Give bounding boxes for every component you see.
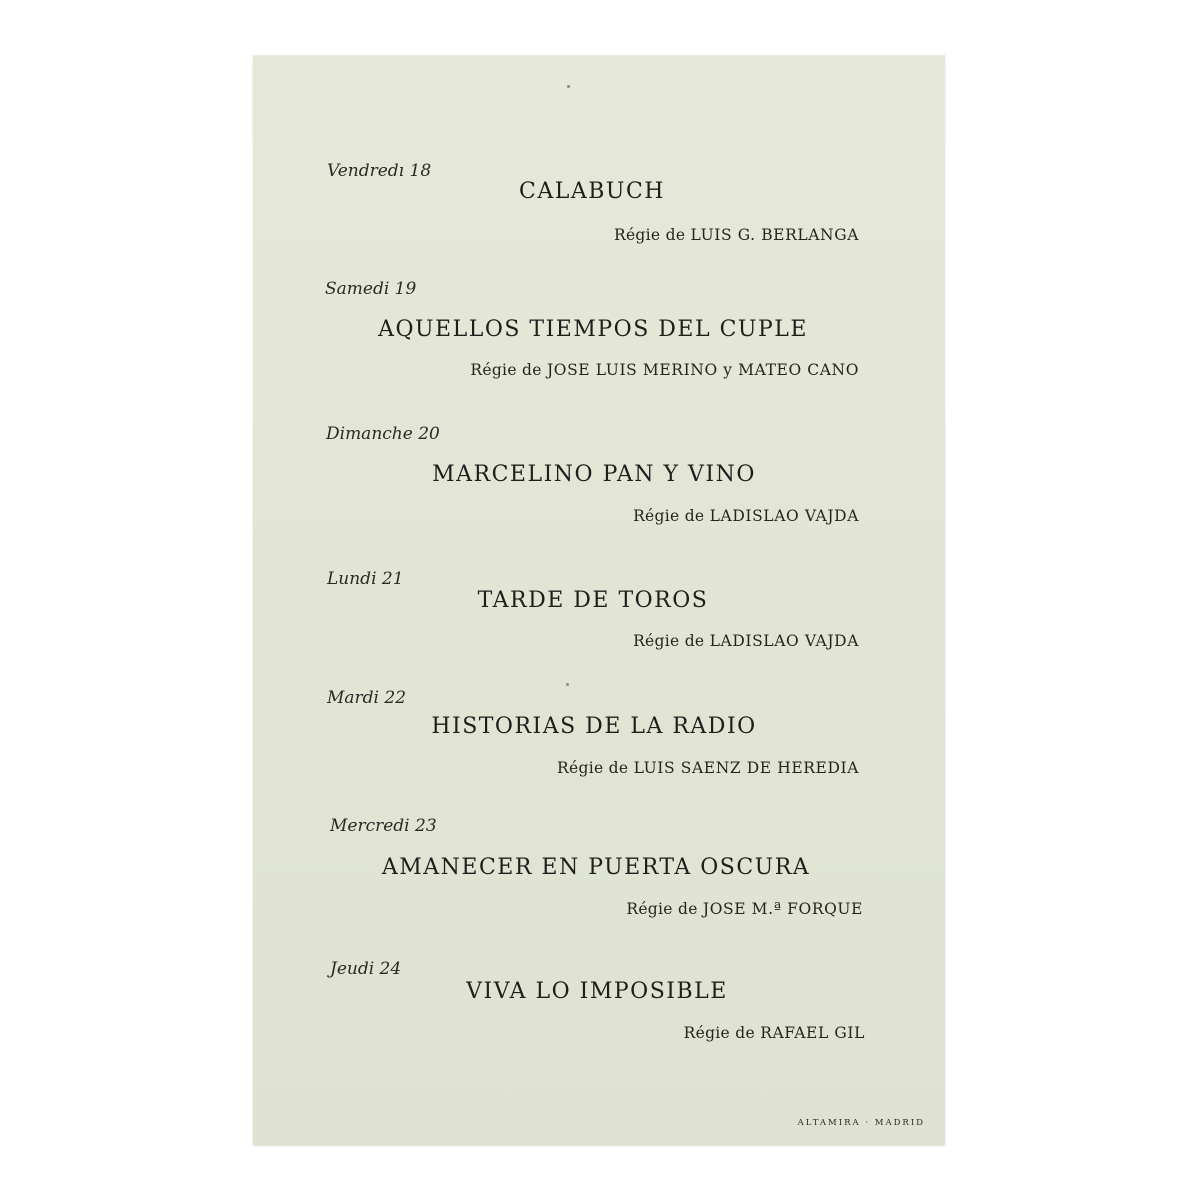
film-director bbox=[633, 632, 859, 650]
paper-speck bbox=[566, 683, 569, 686]
director-name: RAFAEL GIL bbox=[760, 1024, 865, 1042]
programme-card bbox=[253, 55, 945, 1145]
film-director bbox=[614, 226, 859, 244]
regie-label: Régie de bbox=[613, 226, 686, 244]
screening-day: Jeudi 24 bbox=[330, 959, 402, 979]
film-title: VIVA LO IMPOSIBLE bbox=[466, 979, 728, 1004]
film-title: AQUELLOS TIEMPOS DEL CUPLE bbox=[378, 317, 808, 342]
film-director bbox=[470, 361, 859, 379]
printer-imprint: ALTAMIRA · MADRID bbox=[797, 1118, 925, 1128]
director-name: LADISLAO VAJDA bbox=[709, 632, 859, 650]
screening-day: Samedi 19 bbox=[325, 279, 417, 299]
regie-label: Régie de bbox=[683, 1024, 755, 1042]
regie-label: Régie de bbox=[633, 632, 705, 650]
film-title: AMANECER EN PUERTA OSCURA bbox=[381, 855, 811, 880]
screening-day: Lundi 21 bbox=[327, 569, 404, 589]
film-director bbox=[557, 759, 859, 777]
regie-label: Régie de bbox=[470, 361, 542, 379]
director-name: LADISLAO VAJDA bbox=[709, 507, 859, 525]
film-title: HISTORIAS DE LA RADIO bbox=[431, 714, 757, 739]
regie-label: Régie de bbox=[633, 507, 705, 525]
film-title: TARDE DE TOROS bbox=[477, 588, 709, 613]
director-name: JOSE M.ª FORQUE bbox=[702, 900, 863, 918]
film-director bbox=[633, 507, 859, 525]
regie-label: Régie de bbox=[626, 900, 698, 918]
director-name: JOSE LUIS MERINO y MATEO CANO bbox=[546, 361, 859, 379]
director-name: LUIS SAENZ DE HEREDIA bbox=[633, 759, 859, 777]
screening-day: Mardi 22 bbox=[327, 688, 407, 708]
screening-day: Vendredı 18 bbox=[327, 161, 432, 181]
screening-day: Mercredi 23 bbox=[330, 816, 437, 836]
film-director bbox=[626, 900, 863, 918]
regie-label: Régie de bbox=[557, 759, 629, 777]
screening-day: Dimanche 20 bbox=[326, 424, 440, 444]
film-title: CALABUCH bbox=[519, 179, 665, 204]
director-name: LUIS G. BERLANGA bbox=[690, 226, 859, 244]
film-title: MARCELINO PAN Y VINO bbox=[432, 462, 756, 487]
paper-speck bbox=[567, 85, 570, 88]
film-director bbox=[684, 1024, 865, 1042]
